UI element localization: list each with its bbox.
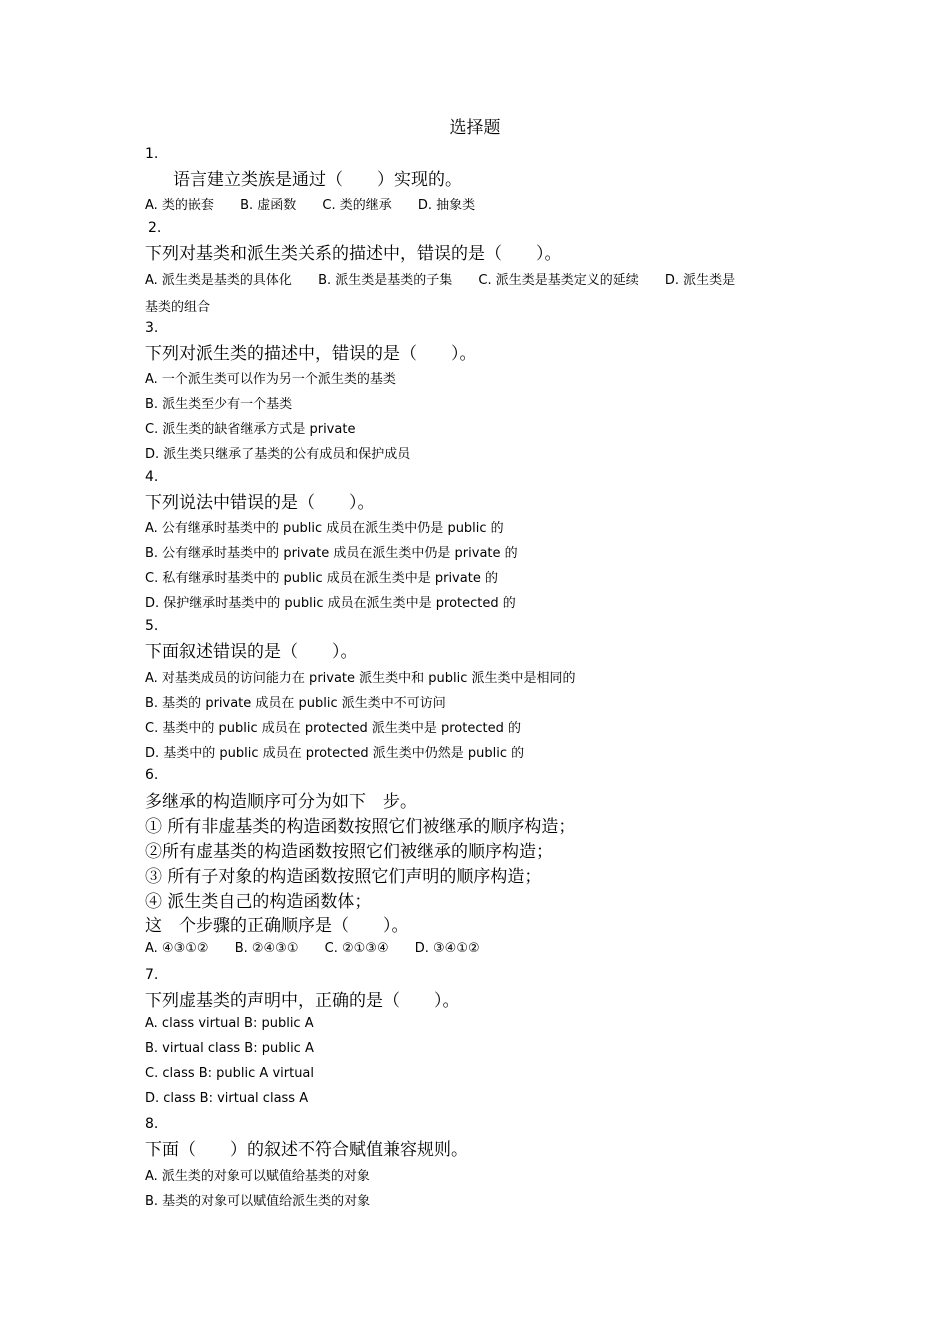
option-a: A. 对基类成员的访问能力在 private 派生类中和 public 派生类中是相同的 (145, 671, 576, 686)
option-b: B. 派生类是基类的子集 (318, 273, 453, 288)
option-d: D. 抽象类 (417, 198, 476, 213)
question-6-stem-line-4: ③ 所有子对象的构造函数按照它们声明的顺序构造； (145, 867, 542, 887)
question-2-options (145, 269, 735, 288)
question-4-stem: 下列说法中错误的是（ ）。 (145, 493, 375, 513)
option-a: A. ④③①② (145, 941, 209, 956)
question-3-stem: 下列对派生类的描述中，错误的是（ ）。 (145, 344, 477, 364)
question-6-options (145, 941, 502, 956)
question-6-stem-line-2: ① 所有非虚基类的构造函数按照它们被继承的顺序构造； (145, 817, 576, 837)
option-a: A. 派生类是基类的具体化 (145, 273, 292, 288)
option-b: B. 基类的 private 成员在 public 派生类中不可访问 (145, 696, 446, 711)
question-7-number: 7. (145, 967, 159, 983)
option-a: A. class virtual B: public A (145, 1016, 314, 1031)
option-d: D. 派生类是 (664, 273, 736, 288)
option-c: C. 派生类的缺省继承方式是 private (145, 422, 356, 437)
option-a: A. 一个派生类可以作为另一个派生类的基类 (145, 372, 396, 387)
question-2-options-continued: 基类的组合 (145, 300, 211, 315)
option-a: A. 公有继承时基类中的 public 成员在派生类中仍是 public 的 (145, 521, 504, 536)
option-b: B. ②④③① (234, 941, 299, 956)
question-3-number: 3. (145, 320, 159, 336)
question-2-number: 2. (148, 220, 162, 236)
option-d: D. 基类中的 public 成员在 protected 派生类中仍然是 public 的 (145, 746, 525, 761)
option-d: D. class B: virtual class A (145, 1091, 309, 1106)
option-c: C. ②①③④ (324, 941, 389, 956)
question-4-number: 4. (145, 469, 159, 485)
option-d: D. 保护继承时基类中的 public 成员在派生类中是 protected 的 (145, 596, 516, 611)
question-6-stem-line-6: 这 个步骤的正确顺序是（ ）。 (145, 916, 409, 936)
question-1-stem: 语言建立类族是通过（ ）实现的。 (173, 170, 462, 190)
question-1-options (145, 194, 497, 213)
option-b: B. 虚函数 (240, 198, 297, 213)
question-6-stem-line-1: 多继承的构造顺序可分为如下 步。 (145, 792, 417, 812)
question-1-number: 1. (145, 146, 159, 162)
option-b: B. virtual class B: public A (145, 1041, 314, 1056)
question-6-stem-line-5: ④ 派生类自己的构造函数体； (145, 892, 372, 912)
question-6-number: 6. (145, 767, 159, 783)
question-7-stem: 下列虚基类的声明中，正确的是（ ）。 (145, 991, 460, 1011)
question-6-stem-line-3: ②所有虚基类的构造函数按照它们被继承的顺序构造； (145, 842, 553, 862)
option-d: D. 派生类只继承了基类的公有成员和保护成员 (145, 447, 411, 462)
question-5-stem: 下面叙述错误的是（ ）。 (145, 642, 358, 662)
question-8-number: 8. (145, 1116, 159, 1132)
question-5-number: 5. (145, 618, 159, 634)
option-c: C. 私有继承时基类中的 public 成员在派生类中是 private 的 (145, 571, 498, 586)
option-a: A. 派生类的对象可以赋值给基类的对象 (145, 1169, 370, 1184)
question-2-stem: 下列对基类和派生类关系的描述中，错误的是（ ）。 (145, 244, 562, 264)
option-b: B. 基类的对象可以赋值给派生类的对象 (145, 1194, 371, 1209)
option-c: C. 类的继承 (322, 198, 392, 213)
option-b: B. 派生类至少有一个基类 (145, 397, 293, 412)
option-d: D. ③④①② (414, 941, 480, 956)
option-c: C. class B: public A virtual (145, 1066, 315, 1081)
question-8-stem: 下面（ ）的叙述不符合赋值兼容规则。 (145, 1140, 468, 1160)
option-c: C. 派生类是基类定义的延续 (478, 273, 639, 288)
page-title: 选择题 (449, 118, 501, 138)
option-b: B. 公有继承时基类中的 private 成员在派生类中仍是 private 的 (145, 546, 518, 561)
option-a: A. 类的嵌套 (145, 198, 214, 213)
option-c: C. 基类中的 public 成员在 protected 派生类中是 protected 的 (145, 721, 521, 736)
